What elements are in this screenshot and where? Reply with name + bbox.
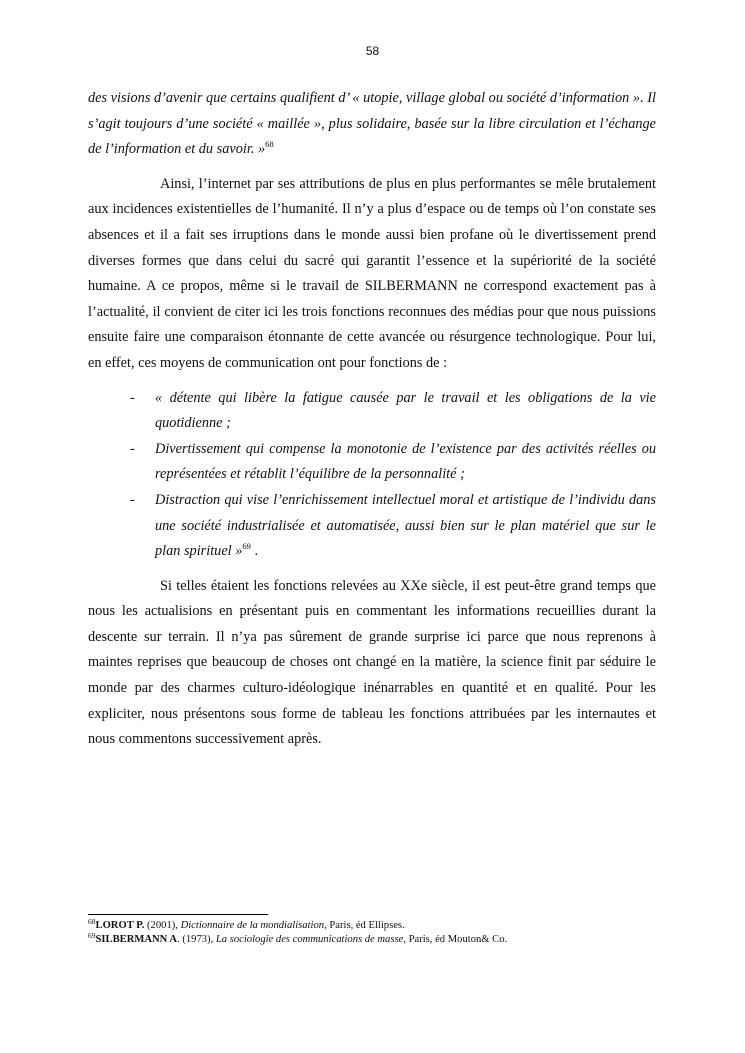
paragraph-actualisation: Si telles étaient les fonctions relevées au XXe siècle, il est peut-être grand temps que nous les actualisions en présentant puis en commentant les informations recueillies durant la descente sur terrain. Il n’ya pas sûrement de grande surprise ici parce que nous reprenons à maintes reprises que beaucoup de choses ont changé en la matière, la science finit par séduire le monde par des charmes culturo-idéologique inénarrables en quantité et en qualité. Pour les expliciter, nous présentons sous forme de tableau les fonctions attribuées par les internautes et nous commentons successivement après. [88,577,656,748]
list-item-distraction [88,488,656,565]
footnote-publisher: , Paris, éd Ellipses. [324,920,405,931]
list-item-detente [88,386,656,437]
intro-quote-paragraph [88,86,656,163]
footnote-ref-69[interactable]: 69 [242,541,251,552]
list-dash: - [130,491,135,508]
page-number: 58 [365,44,380,58]
list-item-text: « détente qui libère la fatigue causée par le travail et les obligations de la vie quotidienne ; [155,389,656,432]
footnote-number: 69 [88,931,96,940]
list-dash: - [130,389,135,406]
list-item-text: Divertissement qui compense la monotonie de l’existence par des activités réelles ou représentées et rétablit l’équilibre de la personnalité ; [155,440,656,483]
footnote-title: Dictionnaire de la mondialisation [180,920,325,931]
footnote-title: La sociologie des communications de masse [215,934,404,945]
list-dash: - [130,440,135,457]
paragraph-silbermann-intro: Ainsi, l’internet par ses attributions de plus en plus performantes se mêle brutalement aux incidences existentielles de l’humanité. Il n’y a plus d’espace ou de temps où l’on constate ses absences et il a fait ses irruptions dans le monde aussi bien profane où le divertissement prend diverses formes que dans celui du sacré qui garantit l’essence et la supériorité de la société humaine. A ce propos, même si le travail de SILBERMANN ne correspond exactement pas à l’actualité, il convient de citer ici les trois fonctions reconnues des médias pour que nous puissions ensuite faire une comparaison étonnante de cette avancée ou résurgence technologique. Pour lui, en effet, ces moyens de communication ont pour fonctions de : [88,175,656,371]
intro-quote-tail: . » [250,141,266,158]
footnote-year: . (1973), [177,934,216,945]
page-body [88,86,656,753]
list-item-divertissement [88,437,656,488]
footnote-year: (2001), [144,920,181,931]
list-item-text: Distraction qui vise l’enrichissement intellectuel moral et artistique de l’individu dans une société industrialisée et automatisée, aussi bien sur le plan matériel que sur le plan spirituel » [155,491,656,560]
intro-quote-text: des visions d’avenir que certains qualifient d’ « utopie, village global ou société d’information ». Il s’agit toujours d’une société « maillée », plus solidaire, basée sur la libre circulation et l’échange de l’information et du savoir [88,90,656,158]
footnote-ref-68[interactable]: 68 [265,139,274,150]
footnote-publisher: , Paris, éd Mouton& Co. [403,934,508,945]
footnote-number: 68 [88,917,96,926]
footnote-separator [88,914,268,915]
media-functions-list [88,386,656,565]
footnotes-section [88,914,656,947]
footnote-69 [88,933,656,947]
footnote-68 [88,919,656,933]
footnote-author: LOROT P. [95,920,145,931]
footnote-author: SILBERMANN A [95,934,178,945]
list-item-tail: . [250,543,259,560]
